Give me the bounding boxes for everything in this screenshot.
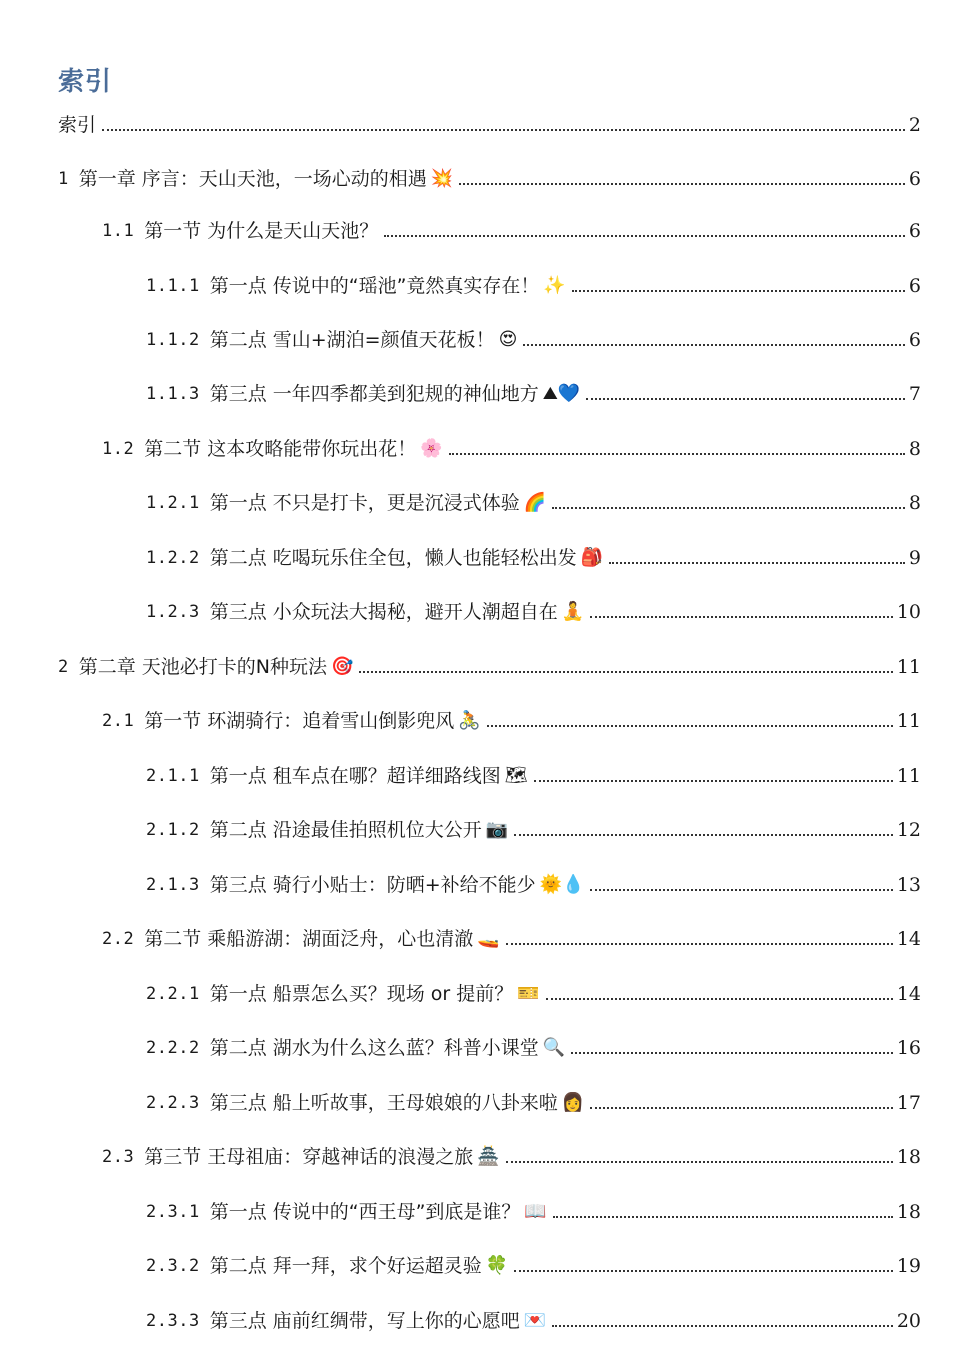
book-icon: 📖 — [524, 1201, 547, 1222]
dot-leader — [590, 889, 892, 891]
dot-leader — [572, 290, 905, 292]
toc-entry-number: 1 — [58, 169, 69, 189]
toc-entry-number: 2.3.1 — [146, 1202, 200, 1222]
magnifier-icon: 🔍 — [542, 1037, 566, 1058]
toc-page-number: 19 — [896, 1255, 921, 1277]
toc-entry-number: 2.2.3 — [146, 1093, 200, 1113]
toc-entry-title: 第三点 庙前红绸带，写上你的心愿吧 — [209, 1310, 520, 1332]
dot-leader — [384, 235, 905, 237]
toc-entry-number: 2.1.1 — [146, 766, 200, 786]
dot-leader — [552, 1325, 893, 1327]
toc-entry-point[interactable] — [146, 1029, 921, 1063]
cherry-blossom-icon: 🌸 — [420, 438, 443, 459]
dot-leader — [609, 562, 905, 564]
toc-page-number: 18 — [896, 1146, 921, 1168]
dot-leader — [449, 453, 905, 455]
toc-page-number: 18 — [896, 1201, 921, 1223]
toc-entry-title: 第一点 船票怎么买？现场 or 提前？ — [209, 983, 514, 1005]
toc-entry-title: 第二点 拜一拜，求个好运超灵验 — [209, 1255, 482, 1277]
dot-leader — [586, 398, 905, 400]
meditation-icon: 🧘 — [561, 601, 585, 622]
toc-entry-number: 2.1.2 — [146, 820, 200, 840]
toc-entry-number: 1.1 — [102, 221, 135, 241]
toc-entry-title: 第一点 传说中的“西王母”到底是谁？ — [209, 1201, 521, 1223]
dot-leader — [102, 129, 905, 131]
toc-entry-title: 第一点 传说中的“瑶池”竟然真实存在！ — [209, 275, 540, 297]
toc-page-number: 8 — [908, 438, 921, 460]
toc-page-number: 20 — [896, 1310, 921, 1332]
toc-entry-title: 第二章 天池必打卡的N种玩法 — [78, 656, 328, 678]
toc-entry-title: 第三点 小众玩法大揭秘，避开人潮超自在 — [209, 601, 558, 623]
target-icon: 🎯 — [331, 656, 354, 677]
toc-entry-point[interactable] — [146, 1247, 921, 1281]
toc-entry-title: 第二点 吃喝玩乐住全包，懒人也能轻松出发 — [209, 547, 577, 569]
sun-droplet-icon: 🌞💧 — [539, 874, 585, 895]
toc-entry-title: 第三点 骑行小贴士：防晒+补给不能少 — [209, 874, 536, 896]
toc-entry-point[interactable] — [146, 1302, 921, 1336]
toc-entry-point[interactable] — [146, 975, 921, 1009]
camera-icon: 📷 — [485, 819, 509, 840]
toc-entry-title: 第二点 雪山+湖泊=颜值天花板！ — [209, 329, 495, 351]
dot-leader — [506, 943, 893, 945]
toc-entry-point[interactable] — [146, 811, 921, 845]
toc-entry-number: 2.1 — [102, 711, 135, 731]
ticket-icon: 🎫 — [517, 983, 540, 1004]
dot-leader — [553, 1216, 893, 1218]
temple-icon: 🏯 — [477, 1146, 500, 1167]
toc-page-number: 14 — [896, 983, 921, 1005]
toc-entry-section[interactable] — [102, 920, 921, 954]
dot-leader — [590, 616, 893, 618]
toc-entry-number: 2.2.1 — [146, 984, 200, 1004]
toc-entry-number: 2.3.2 — [146, 1256, 200, 1276]
toc-entry-number: 2 — [58, 657, 69, 677]
dot-leader — [359, 671, 892, 673]
map-icon: 🗺 — [504, 765, 528, 786]
toc-entry-point[interactable] — [146, 1193, 921, 1227]
toc-entry-title: 第二节 这本攻略能带你玩出花！ — [144, 438, 417, 460]
toc-page-number: 17 — [896, 1092, 921, 1114]
toc-page-number: 11 — [896, 710, 921, 732]
dot-leader — [523, 344, 905, 346]
heart-eyes-icon: 😍 — [498, 329, 518, 350]
toc-entry-point[interactable] — [146, 866, 921, 900]
sparkles-icon: ✨ — [543, 275, 566, 296]
toc-page-number: 10 — [896, 601, 921, 623]
dot-leader — [487, 725, 893, 727]
toc-entry-point[interactable] — [146, 1084, 921, 1118]
dot-leader — [546, 998, 893, 1000]
toc-entry-point[interactable] — [146, 321, 921, 355]
toc-page-number: 11 — [896, 765, 921, 787]
toc-entry-title: 第二节 乘船游湖：湖面泛舟，心也清澈 — [144, 928, 474, 950]
toc-page-number: 13 — [896, 874, 921, 896]
toc-entry-title: 第三节 王母祖庙：穿越神话的浪漫之旅 — [144, 1146, 474, 1168]
mountain-heart-icon: ⛰💙 — [542, 383, 581, 404]
toc-entry-number: 2.3.3 — [146, 1311, 200, 1331]
toc-entry-chapter[interactable] — [58, 648, 921, 682]
toc-entry-section[interactable] — [102, 212, 921, 246]
toc-page-number: 14 — [896, 928, 921, 950]
toc-entry-title: 第一节 环湖骑行：追着雪山倒影兜风 — [144, 710, 455, 732]
toc-page-number: 8 — [908, 492, 921, 514]
toc-entry-point[interactable] — [146, 484, 921, 518]
backpack-icon: 🎒 — [580, 547, 604, 568]
love-letter-icon: 💌 — [523, 1310, 547, 1331]
dot-leader — [514, 834, 893, 836]
collision-icon: 💥 — [430, 168, 454, 189]
toc-entry-title: 第一点 租车点在哪？超详细路线图 — [209, 765, 501, 787]
clover-icon: 🍀 — [485, 1255, 509, 1276]
toc-entry-number: 1.2.3 — [146, 602, 200, 622]
toc-page-number: 11 — [896, 656, 921, 678]
dot-leader — [534, 780, 893, 782]
toc-page-number: 7 — [908, 383, 921, 405]
toc-entry-number: 1.2.1 — [146, 493, 200, 513]
toc-entry-section[interactable] — [102, 702, 921, 736]
toc-entry-number: 1.1.2 — [146, 330, 200, 350]
toc-entry-title: 第三点 一年四季都美到犯规的神仙地方 — [209, 383, 539, 405]
toc-entry-section[interactable] — [102, 430, 921, 464]
toc-entry-number: 2.1.3 — [146, 875, 200, 895]
dot-leader — [506, 1161, 893, 1163]
toc-entry[interactable] — [58, 106, 921, 140]
toc-entry-title: 第一点 不只是打卡，更是沉浸式体验 — [209, 492, 520, 514]
toc-page-number: 16 — [896, 1037, 921, 1059]
woman-icon: 👩 — [561, 1092, 585, 1113]
toc-entry-point[interactable] — [146, 267, 921, 301]
toc-entry-point[interactable] — [146, 539, 921, 573]
toc-entry-number: 1.2 — [102, 439, 135, 459]
toc-entry-point[interactable] — [146, 593, 921, 627]
toc-page-number: 6 — [908, 220, 921, 242]
dot-leader — [514, 1270, 893, 1272]
cyclist-icon: 🚴 — [458, 710, 481, 731]
rainbow-icon: 🌈 — [523, 492, 547, 513]
toc-entry-number: 1.1.3 — [146, 384, 200, 404]
toc-entry-title: 第一节 为什么是天山天池？ — [144, 220, 379, 242]
index-heading: 索引 — [58, 67, 113, 97]
toc-entry-number: 1.2.2 — [146, 548, 200, 568]
toc-entry-number: 2.3 — [102, 1147, 135, 1167]
toc-page-number: 12 — [896, 819, 921, 841]
toc-entry-point[interactable] — [146, 375, 921, 409]
toc-entry-point[interactable] — [146, 757, 921, 791]
boat-icon: 🚤 — [477, 928, 500, 949]
toc-page-number: 2 — [908, 114, 921, 136]
toc-entry-number: 1.1.1 — [146, 276, 200, 296]
dot-leader — [590, 1107, 893, 1109]
toc-page-number: 6 — [908, 329, 921, 351]
toc-entry-title: 第二点 沿途最佳拍照机位大公开 — [209, 819, 482, 841]
toc-entry-title: 索引 — [58, 114, 97, 136]
dot-leader — [459, 183, 905, 185]
toc-entry-section[interactable] — [102, 1138, 921, 1172]
toc-entry-number: 2.2.2 — [146, 1038, 200, 1058]
dot-leader — [571, 1052, 893, 1054]
toc-page-number: 9 — [908, 547, 921, 569]
toc-entry-title: 第一章 序言：天山天池，一场心动的相遇 — [78, 168, 427, 190]
toc-entry-title: 第二点 湖水为什么这么蓝？科普小课堂 — [209, 1037, 539, 1059]
toc-page-number: 6 — [908, 168, 921, 190]
toc-entry-chapter[interactable] — [58, 160, 921, 194]
dot-leader — [552, 507, 905, 509]
toc-entry-title: 第三点 船上听故事，王母娘娘的八卦来啦 — [209, 1092, 558, 1114]
toc-entry-number: 2.2 — [102, 929, 135, 949]
toc-page-number: 6 — [908, 275, 921, 297]
